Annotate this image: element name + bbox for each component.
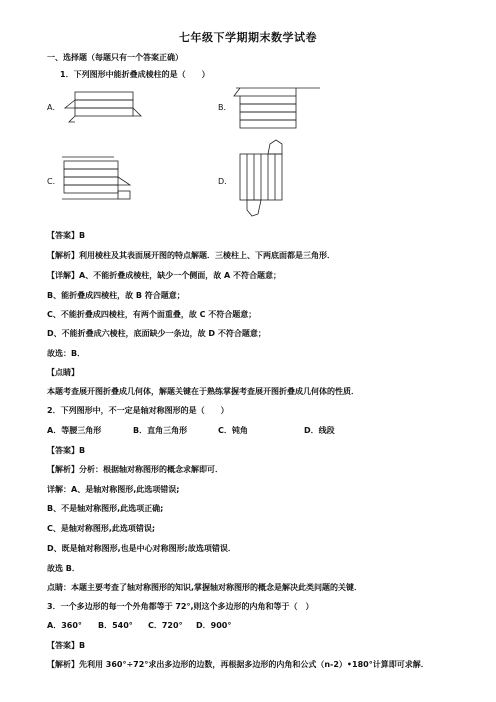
q1-detail-1: 【详解】A、不能折叠成棱柱，缺少一个侧面，故 A 不符合题意； [47,271,281,280]
q1-choose: 故选：B． [47,349,86,358]
section-heading: 一、选择题（每题只有一个答案正确） [47,53,183,62]
q1-comment-head: 【点睛】 [47,368,79,377]
q2-detail-1: 详解：A、是轴对称图形,此选项错误; [47,485,180,494]
q1-analysis: 【解析】利用棱柱及其表面展开图的特点解题．三棱柱上、下两底面都是三角形． [47,251,335,260]
q1-detail-3: C、不能折叠成四棱柱，有两个面重叠，故 C 不符合题意； [47,310,257,319]
q1-detail-4: D、不能折叠成六棱柱，底面缺少一条边，故 D 不符合题意； [47,329,266,338]
q3-option-a: A．360° [47,621,82,630]
q3-answer: 【答案】B [47,641,86,650]
q3-option-c: C．720° [148,621,183,630]
q2-option-a: A．等腰三角形 [47,426,102,435]
q1-comment: 本题考查展开图折叠成几何体，解题关键在于熟练掌握考查展开图折叠成几何体的性质． [47,387,359,396]
q2-answer: 【答案】B [47,446,86,455]
q2-option-d: D．线段 [304,426,335,435]
question-3-stem: 3．一个多边形的每一个外角都等于 72°,则这个多边形的内角和等于（ ） [47,602,314,611]
q1-detail-2: B、能折叠成四棱柱，故 B 符合题意； [47,291,185,300]
option-c-label: C． [47,177,61,186]
option-a-label: A． [47,103,61,112]
figure-c [58,153,148,208]
q1-answer: 【答案】B [47,231,86,240]
q2-choose: 故选 B． [47,564,80,573]
figure-b [230,84,330,134]
page-title: 七年级下学期期末数学试卷 [179,31,317,44]
q2-detail-4: D、既是轴对称图形,也是中心对称图形;故选项错误． [47,544,236,553]
option-d-label: D． [218,177,233,186]
q3-analysis: 【解析】先利用 360°÷72°求出多边形的边数，再根据多边形的内角和公式（n-2）•180°计算即可求解． [47,660,429,669]
q2-option-b: B．直角三角形 [133,426,188,435]
question-2-stem: 2．下列图形中，不一定是轴对称图形的是（ ） [47,406,229,415]
q3-option-d: D．900° [196,621,232,630]
question-1-stem: 1．下列图形中能折叠成棱柱的是（ ） [60,70,210,79]
q2-option-c: C．钝角 [218,426,248,435]
q2-analysis: 【解析】分析：根据轴对称图形的概念求解即可． [47,465,223,474]
option-b-label: B． [218,103,232,112]
figure-a [63,88,173,130]
q2-detail-3: C、是轴对称图形,此选项错误; [47,524,156,533]
q2-comment: 点睛：本题主要考查了轴对称图形的知识,掌握轴对称图形的概念是解决此类问题的关键． [47,583,363,592]
figure-d [232,136,296,220]
q3-option-b: B．540° [98,621,133,630]
q2-detail-2: B、不是轴对称图形,此选项正确; [47,504,164,513]
